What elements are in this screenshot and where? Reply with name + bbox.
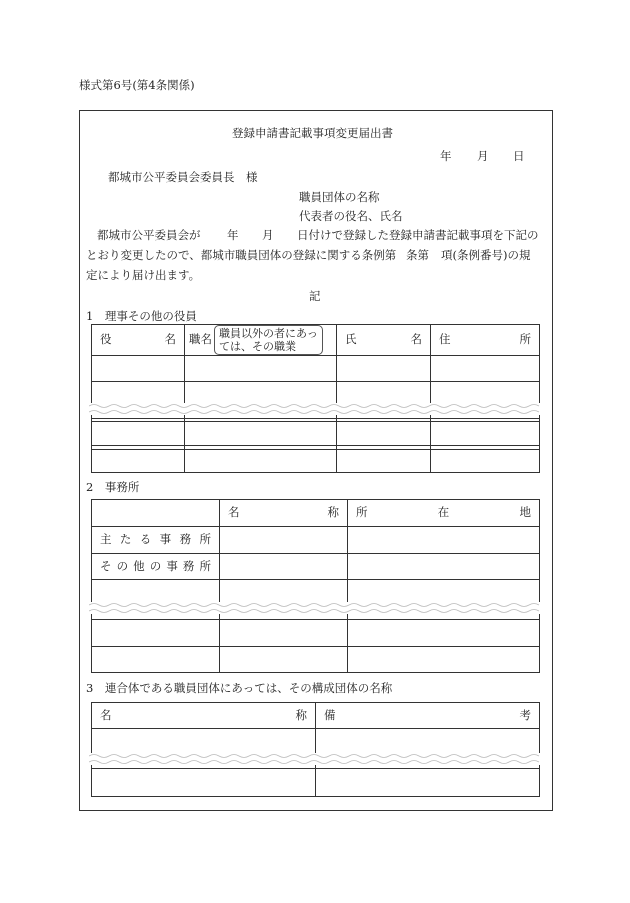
table-row — [92, 446, 540, 473]
table-break-mark — [89, 753, 541, 765]
table-cell[interactable] — [185, 382, 337, 422]
table-cell[interactable] — [220, 527, 348, 554]
offices-header-row — [92, 500, 540, 527]
table-cell[interactable] — [348, 620, 540, 647]
constituent-col-name: 名 称 — [92, 703, 316, 729]
constituent-table — [91, 702, 540, 797]
table-cell[interactable] — [348, 527, 540, 554]
main-office-label: 主 た る 事 務 所 — [92, 527, 220, 554]
addressee: 都城市公平委員会委員長 様 — [108, 170, 258, 184]
body-line-3: 定により届け出ます。 — [86, 268, 201, 282]
table-cell[interactable] — [337, 382, 431, 422]
officers-table-cont — [91, 418, 540, 473]
offices-table — [91, 499, 540, 673]
form-number-label: 様式第6号(第4条関係) — [79, 78, 195, 92]
officers-col-address: 住 所 — [431, 325, 540, 356]
table-cell[interactable] — [92, 620, 220, 647]
table-cell[interactable] — [431, 382, 540, 422]
body-line-1b: 年 — [227, 228, 239, 242]
constituent-header-row — [92, 703, 540, 729]
table-cell[interactable] — [220, 620, 348, 647]
table-cell[interactable] — [185, 356, 337, 382]
constituent-col-remarks: 備 考 — [316, 703, 540, 729]
table-cell[interactable] — [220, 647, 348, 673]
table-break-mark — [89, 602, 541, 614]
table-break-mark — [89, 403, 541, 415]
body-line-2c: 項(条例番号)の規 — [441, 248, 531, 262]
table-row — [92, 419, 540, 446]
body-line-2a: とおり変更したので、都城市職員団体の登録に関する条例第 — [86, 248, 397, 262]
offices-row-other — [92, 554, 540, 580]
org-name-label: 職員団体の名称 — [299, 190, 380, 204]
officers-col-name: 氏 名 — [337, 325, 431, 356]
table-cell[interactable] — [337, 356, 431, 382]
table-cell[interactable] — [431, 419, 540, 446]
body-line-1a: 都城市公平委員会が — [97, 228, 201, 242]
section-1-heading: 1 理事その他の役員 — [86, 309, 197, 323]
table-row — [92, 356, 540, 382]
table-cell — [92, 500, 220, 527]
table-cell[interactable] — [185, 419, 337, 446]
body-line-2b: 条第 — [406, 248, 429, 262]
table-cell[interactable] — [316, 769, 540, 797]
offices-row-main — [92, 527, 540, 554]
date-month: 月 — [477, 149, 489, 163]
body-line-1d: 日付けで登録した登録申請書記載事項を下記の — [297, 228, 539, 242]
offices-col-location: 所 在 地 — [348, 500, 540, 527]
body-line-1c: 月 — [262, 228, 274, 242]
table-cell[interactable] — [92, 769, 316, 797]
table-cell[interactable] — [220, 554, 348, 580]
section-2-heading: 2 事務所 — [86, 480, 140, 494]
table-cell[interactable] — [92, 419, 185, 446]
section-3-heading: 3 連合体である職員団体にあっては、その構成団体の名称 — [86, 681, 393, 695]
other-office-label: そ の 他 の 事 務 所 — [92, 554, 220, 580]
date-year: 年 — [440, 149, 452, 163]
table-cell[interactable] — [348, 554, 540, 580]
form-title: 登録申請書記載事項変更届出書 — [232, 126, 393, 140]
table-cell[interactable] — [348, 647, 540, 673]
representative-label: 代表者の役名、氏名 — [299, 209, 403, 223]
table-cell[interactable] — [185, 446, 337, 473]
offices-col-name: 名 称 — [220, 500, 348, 527]
officers-header-row — [92, 325, 540, 356]
date-day: 日 — [513, 149, 525, 163]
table-cell[interactable] — [431, 446, 540, 473]
ki-label: 記 — [309, 289, 321, 303]
table-cell[interactable] — [431, 356, 540, 382]
table-row — [92, 620, 540, 647]
officers-col-role: 役 名 — [92, 325, 185, 356]
table-cell[interactable] — [92, 446, 185, 473]
table-cell[interactable] — [92, 647, 220, 673]
table-row — [92, 382, 540, 422]
table-cell[interactable] — [92, 382, 185, 422]
table-cell[interactable] — [337, 419, 431, 446]
table-row — [92, 769, 540, 797]
job-note: 職員以外の者にあっ ては、その職業 — [214, 325, 323, 355]
officers-col-job: 職名 職員以外の者にあっ ては、その職業 — [185, 325, 337, 356]
table-row — [92, 647, 540, 673]
table-cell[interactable] — [92, 356, 185, 382]
table-cell[interactable] — [337, 446, 431, 473]
